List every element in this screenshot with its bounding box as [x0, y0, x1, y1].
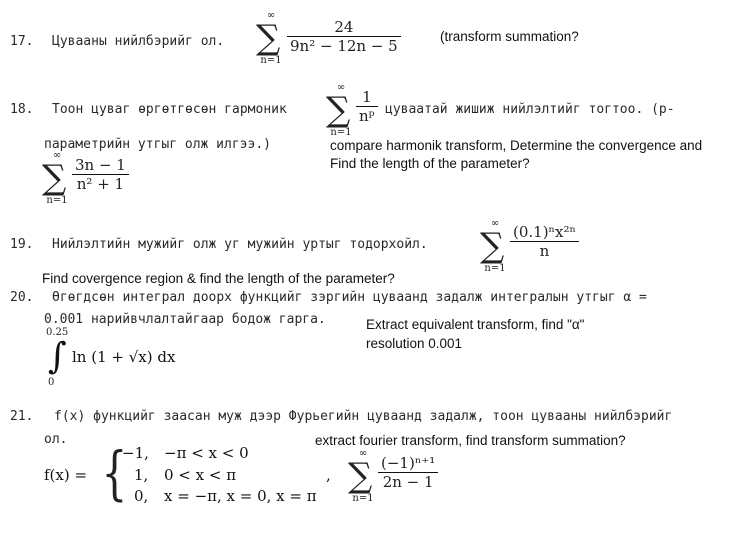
problem-18-text-a: Тоон цуваг өргөтгөсөн гармоник	[52, 102, 287, 117]
piecewise-case-2-value: 1,	[134, 466, 149, 484]
problem-18-note-line1: compare harmonik transform, Determine the convergence and	[330, 138, 703, 153]
problem-17-note: (transform summation?	[440, 29, 579, 44]
problem-17-number: 17.	[10, 34, 34, 49]
problem-21-text-a: f(x) функцийг заасан муж дээр Фурьегийн цуваанд задалж, тоон цувааны нийлбэрийг	[54, 409, 673, 424]
sum-lower-limit: n=1	[352, 493, 374, 504]
problem-20-text-a: Өгөгдсөн интеграл доорх функцийг зэргийн цуваанд задалж интегралын утгыг α =	[52, 290, 647, 305]
problem-19-note: Find covergence region & find the length of the parameter?	[42, 271, 395, 286]
sum-upper-limit: ∞	[336, 82, 346, 93]
problem-21-fx-label: f(x) =	[44, 466, 88, 484]
problem-20-number: 20.	[10, 290, 34, 305]
piecewise-case-3-value: 0,	[134, 487, 149, 505]
sigma-symbol: ∑	[326, 90, 351, 130]
sigma-symbol: ∑	[42, 158, 67, 198]
problem-21-fraction	[378, 454, 438, 491]
problem-17-sum	[256, 10, 286, 66]
problem-18-text-c: параметрийн утгыг олж илгээ.)	[44, 137, 271, 152]
problem-18-number: 18.	[10, 102, 34, 117]
piecewise-case-3-condition: x = −π, x = 0, x = π	[164, 487, 317, 505]
problem-19-text: Нийлэлтийн мужийг олж уг мужийн уртыг тодорхойл.	[52, 237, 428, 252]
fraction-numerator: 1	[362, 88, 372, 106]
problem-20-note-line1: Extract equivalent transform, find "α"	[366, 317, 585, 332]
sigma-symbol: ∑	[480, 226, 505, 266]
problem-21-comma: ,	[326, 466, 331, 484]
problem-21-sum	[348, 448, 378, 504]
fraction-numerator: 3n − 1	[75, 156, 126, 174]
fraction-denominator: n² + 1	[76, 175, 125, 193]
sum-lower-limit: n=1	[46, 195, 68, 206]
problem-19-fraction	[510, 223, 579, 260]
sum-lower-limit: n=1	[330, 127, 352, 138]
fraction-numerator: (−1)ⁿ⁺¹	[381, 454, 436, 472]
piecewise-brace: {	[101, 439, 128, 507]
sum-upper-limit: ∞	[266, 10, 276, 21]
piecewise-case-2-condition: 0 < x < π	[164, 466, 237, 484]
problem-18-text-b: цуваатай жишиж нийлэлтийг тогтоо. (p-	[385, 102, 675, 117]
sigma-symbol: ∑	[348, 456, 373, 496]
problem-20-text-b: 0.001 нарийвчлалтайгаар бодож гарга.	[44, 312, 326, 327]
integral-symbol: ∫	[48, 336, 67, 377]
problem-21-note: extract fourier transform, find transform summation?	[315, 433, 626, 448]
piecewise-case-1-value: −1,	[122, 444, 149, 462]
fraction-denominator: 9n² − 12n − 5	[290, 37, 398, 55]
fraction-numerator: (0.1)ⁿx²ⁿ	[513, 223, 577, 241]
problem-18-note-line2: Find the length of the parameter?	[330, 156, 530, 171]
problem-18-sum-2	[42, 150, 72, 206]
sum-lower-limit: n=1	[260, 55, 282, 66]
fraction-denominator: n	[539, 242, 550, 260]
problem-18-fraction-1	[356, 88, 378, 125]
sum-upper-limit: ∞	[358, 448, 368, 459]
integral-upper-limit: 0.25	[46, 327, 69, 338]
fraction-numerator: 24	[334, 18, 354, 36]
sigma-symbol: ∑	[256, 18, 281, 58]
fraction-denominator: 2n − 1	[382, 473, 434, 491]
problem-18-sum-1	[326, 82, 356, 138]
sum-upper-limit: ∞	[490, 218, 500, 229]
piecewise-case-1-condition: −π < x < 0	[164, 444, 249, 462]
problem-19-number: 19.	[10, 237, 34, 252]
problem-18-fraction-2	[72, 156, 129, 193]
sum-upper-limit: ∞	[52, 150, 62, 161]
fraction-denominator: nᵖ	[359, 107, 375, 125]
sum-lower-limit: n=1	[484, 263, 506, 274]
problem-21-number: 21.	[10, 409, 34, 424]
problem-21-text-b: ол.	[44, 432, 68, 447]
problem-20-note-line2: resolution 0.001	[366, 336, 463, 351]
integral-lower-limit: 0	[48, 377, 55, 388]
problem-20-integrand: ln (1 + √x) dx	[72, 348, 176, 366]
problem-17-fraction	[287, 18, 401, 55]
problem-19-sum	[480, 218, 510, 274]
problem-17-text: Цувааны нийлбэрийг ол.	[52, 34, 225, 49]
